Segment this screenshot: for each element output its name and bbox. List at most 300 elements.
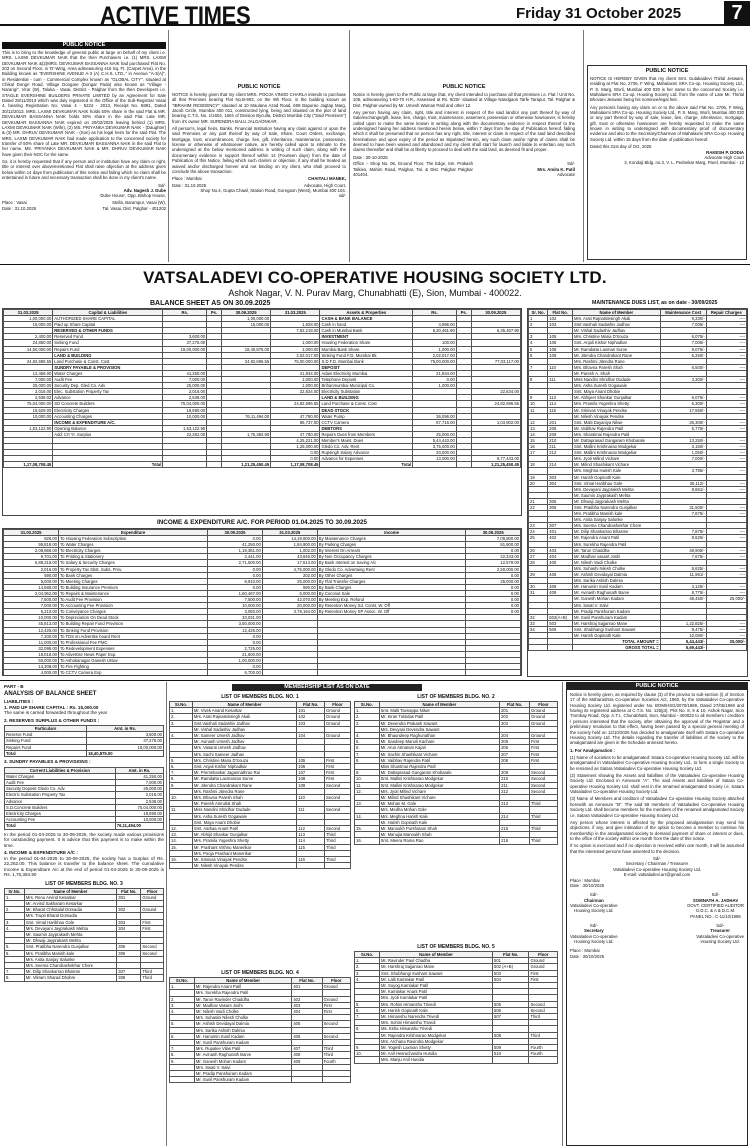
table-cell: 9. — [355, 1045, 380, 1051]
table-cell: Mrs. Pratibha Manish kale — [24, 950, 116, 956]
auditor-signature — [687, 892, 744, 919]
table-cell: 31,500/- — [660, 505, 706, 511]
total-cell: 18,40,875.00 — [87, 750, 164, 756]
date: Date : 30/10/2025 — [570, 882, 605, 888]
table-cell: Mr. Vaibhav Rajendra Patil — [379, 757, 499, 763]
column-header: Floor — [324, 702, 350, 708]
table-cell: 32,098.00 — [4, 645, 59, 651]
table-cell: 0.00 — [208, 633, 263, 639]
table-cell: 15,000.00 — [221, 322, 270, 328]
table-cell: 201 — [500, 708, 530, 714]
table-cell: Third — [324, 857, 350, 863]
table-cell: Mr. Madhav Vasant Joshi — [194, 1002, 291, 1008]
signature-line: Secretary — [584, 928, 604, 934]
column-header: Name of Member — [379, 702, 499, 708]
analysis-title: ANALYSIS OF BALANCE SHEET — [4, 690, 97, 697]
table-cell: First — [529, 745, 557, 751]
table-cell: 5. — [170, 1021, 195, 1027]
table-cell: 3. — [170, 720, 193, 726]
table-cell: 2,538.00 — [115, 798, 163, 804]
table-cell: ---- — [706, 437, 746, 443]
table-cell: 301 — [117, 894, 141, 900]
table-cell: 510 — [493, 1051, 529, 1057]
table-cell: Mr. Ashish Devidayal Dalmia — [194, 1021, 291, 1027]
table-cell: 106 — [548, 340, 573, 346]
table-cell: Mrs. Shantimai Rajendra Patil — [572, 431, 660, 437]
table-cell: First — [529, 739, 557, 745]
table-cell: By Bank Interest on Saving A/c — [317, 560, 466, 566]
bldg2 — [354, 694, 558, 845]
table-cell: 12 — [529, 419, 548, 425]
table-cell: 214 — [500, 813, 530, 819]
table-cell: 1. — [170, 984, 195, 990]
table-cell: Mr. Tarun Ravinder Chaddha — [194, 996, 291, 1002]
total-cell: 1,21,25,450.45 — [221, 462, 270, 468]
column-header: Current Liabilities & Provision — [5, 767, 116, 773]
table-row — [355, 1057, 558, 1063]
table-cell: Second — [322, 1021, 350, 1027]
signatory-society: Vatsaladevi Co-operative Housing Society Ltd. — [612, 866, 702, 872]
table-cell: Mr. Hanumin Sunil Kadam — [194, 1033, 291, 1039]
table-cell: 3,50,000.00 — [208, 621, 263, 627]
table-cell: S.D.Concrete Builders — [5, 804, 116, 810]
table-cell: Fourth — [529, 1045, 558, 1051]
table-cell: Electricity Charges — [5, 810, 116, 816]
table-cell: 9,330/- — [660, 316, 706, 322]
table-cell: Telephone Deposit — [320, 377, 413, 383]
table-cell: Mrs. Jyoti Kamlakar Patil — [380, 995, 493, 1001]
column-header: Name of Member — [572, 310, 660, 316]
column-header: Floor — [529, 952, 558, 958]
address-line: Tal. Vasai, Dist. Palghar - 401202 — [102, 205, 166, 211]
table-cell: 1,00,000.00 — [208, 657, 263, 663]
table-cell: Repairs Fund — [53, 346, 163, 352]
table-cell: 7,000.00 — [163, 377, 207, 383]
table-cell: Opening Balance — [53, 425, 163, 431]
table-cell: 0.00 — [208, 584, 263, 590]
table-cell: Mr. Ganesh Mohan Kadam — [572, 596, 660, 602]
table-cell: Audit Fee — [53, 377, 163, 383]
column-header: Amt. in Rs. — [87, 726, 164, 732]
notice-title: PUBLIC NOTICE — [567, 683, 747, 690]
table-cell: Mrs. Devayani Jaypraksh Mehta — [572, 486, 660, 492]
table-cell: Third — [529, 826, 557, 832]
table-cell: Mrs. Pratibha Manish kale — [572, 511, 660, 517]
table-cell: 214 — [548, 462, 573, 468]
table-cell: 41,250.00 — [115, 773, 163, 779]
signature: Sd/- — [158, 182, 166, 188]
table-cell: 26,300/- — [660, 419, 706, 425]
table-cell: 11. — [355, 782, 380, 788]
table-cell: 22,343.00 — [466, 554, 521, 560]
table-cell: 1,000.00 — [271, 377, 320, 383]
table-cell: Mr. Rajendra Anant Patil — [572, 535, 660, 541]
table-cell: Mrs. Arati Rajnatsinsingh Akali — [572, 316, 660, 322]
table-cell: 24 — [529, 529, 548, 535]
column-header: Particulars — [5, 726, 87, 732]
table-cell: ---- — [706, 352, 746, 358]
table-cell: Mrs. Anita Sanjay Salunke — [572, 517, 660, 523]
table-cell: Mrs. Christine Maria D'Souza — [192, 757, 296, 763]
table-cell: Smt.Vaishali Sadashiv Jadhav — [572, 322, 660, 328]
table-cell: 9,701.00 — [4, 554, 59, 560]
table-cell: 17 — [529, 450, 548, 456]
table-cell: 33 — [529, 620, 548, 626]
table-cell: Mr. Harshraj Sajjanrao Mane — [380, 964, 493, 970]
signature-line: Sd/- — [716, 923, 725, 929]
table-cell: 5,775/- — [660, 425, 706, 431]
public-notice-charla — [172, 84, 346, 260]
table-cell: 202 — [500, 714, 530, 720]
table-cell: 10. — [355, 776, 380, 782]
table-cell: 36,112/- — [660, 480, 706, 486]
table-cell: To Advertise News Paper Exp. — [59, 651, 208, 657]
bldg4-table — [169, 977, 351, 1083]
table-cell: Smt. Maya Anant Dhobie — [572, 389, 660, 395]
table-cell: Mr. Jitendra Chandrakant Rane — [192, 782, 296, 788]
table-cell: Cash in Mumbai Bank — [320, 328, 413, 334]
table-cell: To Housing Federation Subscription — [59, 536, 208, 542]
table-cell: Mr. Saumin Jayprakash Mehta — [572, 492, 660, 498]
total-cell: GROSS TOTAL = — [572, 645, 660, 651]
table-cell: Add: Crt Yr. Surplus — [53, 431, 163, 437]
table-cell: 404 — [292, 1009, 322, 1015]
table-cell: Mr. Premshankar Jagannathrao Rai — [192, 770, 296, 776]
table-cell: Mr. Bhaundeep Raghunathan — [379, 733, 499, 739]
table-cell: 41,250.00 — [208, 542, 263, 548]
table-cell: Ground — [322, 996, 350, 1002]
table-cell: 0.00 — [466, 609, 521, 615]
table-cell: 48,450/- — [660, 596, 706, 602]
table-cell: 25,000.00 — [262, 578, 317, 584]
table-cell: Mr. Manujia Manoukh Shah — [379, 832, 499, 838]
table-cell: To Redevelopment Expenses — [59, 645, 208, 651]
bldg5-table — [354, 951, 558, 1064]
table-cell: 5. — [355, 739, 380, 745]
table-cell: Smt. Malti Tavnappa Nilwe — [379, 708, 499, 714]
society-address: Ashok Nagar, V. N. Purav Marg, Chunabhatti (E), Sion, Mumbai - 400022. — [228, 288, 522, 298]
table-cell: Security Dep. Gled Co. Adv — [53, 383, 163, 389]
total-cell: 25,000/- — [706, 639, 746, 645]
table-cell: By Coconut Sale — [317, 590, 466, 596]
table-cell: ---- — [706, 346, 746, 352]
table-cell: 25 — [529, 535, 548, 541]
table-cell: Ground — [529, 708, 557, 714]
table-cell: 76,11,494.00 — [221, 413, 270, 419]
notice-body: If no option is exercised and if no objection is received within one month, it will be assumed that the interested persons have assented to the decision. — [570, 843, 744, 854]
table-cell: 506 — [493, 1007, 529, 1013]
total-cell: 1,17,08,708.45 — [4, 462, 53, 468]
table-cell: 7,000.00 — [4, 603, 59, 609]
table-cell: 4 — [529, 340, 548, 346]
table-cell: Member's Maint. Dues — [320, 437, 413, 443]
column-header: 31.03.2025 — [4, 310, 53, 316]
table-cell: Ground — [141, 907, 164, 913]
table-cell: 11. — [170, 807, 193, 813]
table-cell: 19,690.00 — [163, 407, 207, 413]
signature-line: PANEL NO.: C-11/10/1996 — [690, 913, 741, 919]
table-cell: ---- — [706, 456, 746, 462]
table-cell: 95,818.00 — [4, 542, 59, 548]
table-cell: LAND & BUILDING — [320, 395, 413, 401]
sundry-note: In the period 01-04-2025 to 30-09-2025, the society made various provisions for outstanding payment. It is advice that this payment is to make within the time. — [4, 831, 164, 848]
table-cell: 5. — [170, 757, 193, 763]
table-cell: Second — [141, 944, 164, 950]
table-cell: Mr. Arvind Sakharam Kesarkar — [24, 900, 116, 906]
table-cell: 8,910.00 — [208, 578, 263, 584]
table-cell: 15 — [529, 437, 548, 443]
table-cell: 1,18,361.00 — [208, 548, 263, 554]
column-header: Maintenance Cost — [660, 310, 706, 316]
total-cell — [706, 645, 746, 651]
table-cell: 2,016.00 — [115, 792, 163, 798]
table-cell: 407 — [292, 1046, 322, 1052]
table-cell: 25,000.00 — [466, 578, 521, 584]
table-cell: 6,35,457.90 — [471, 328, 520, 334]
table-cell: 48,905/- — [660, 547, 706, 553]
table-cell: 509 — [493, 1045, 529, 1051]
table-cell: 9 — [529, 395, 548, 401]
table-cell: 7,000.00 — [4, 377, 53, 383]
table-cell: 0.00 — [271, 456, 320, 462]
table-cell: Gledo Co. Adv. Rent — [320, 444, 413, 450]
table-cell: 113 — [297, 832, 325, 838]
table-cell: Housing Federation Share — [320, 340, 413, 346]
table-cell: 6. — [170, 1033, 195, 1039]
table-cell: 12,425.00 — [4, 627, 59, 633]
table-cell: 211 — [500, 782, 530, 788]
table-cell: 590.00 — [262, 584, 317, 590]
table-cell: Mr. Dilip Shankarrao Bhasme — [24, 969, 116, 975]
table-cell: 14,586.00 — [4, 584, 59, 590]
table-cell: 36,096.00 — [413, 413, 457, 419]
table-cell: To Bank Charges — [59, 572, 208, 578]
signature-line: Housing Society Ltd. — [700, 939, 740, 945]
notice-body: Any person/s having any claim on or to the above said Flat No. 2706, F Wing, Mahalaxmi SRA Co-op. Housing Society Ltd., P. S. Marg, Worli, Mumbai 400 030 or any part thereof by way of sale, lease, lien, charge, inheritance, mortgage, gift, trust or otherwise howsoever are hereby requested to make the same known in writing to undersigned with documentary proof of documentary evidence and also to the Secretary/Chairman of Mahalaxmi SRA Co-op. Housing Society Ltd. within 15 days from the date of publication hereof. — [590, 104, 744, 142]
table-cell — [297, 863, 325, 869]
table-cell: Mr. Lalit Kamlakar Patil — [380, 976, 493, 982]
table-cell: 10 — [529, 401, 548, 407]
table-cell: Mr. Manoukh Purshotam Shah — [379, 826, 499, 832]
table-cell: Mrs. Jyoti Milind Vichare — [379, 788, 499, 794]
table-cell: 405 — [548, 559, 573, 565]
table-cell: Smt. Shubhangi Sushant Sawant — [380, 970, 493, 976]
table-cell: 18,40,875.00 — [221, 346, 270, 352]
column-header: Capital & Liabilities — [53, 310, 163, 316]
table-cell: ---- — [706, 444, 746, 450]
table-cell: 21,834.00 — [413, 370, 457, 376]
table-cell: Mr. Rajendra Krishnarao Modgekar — [380, 1032, 493, 1038]
table-cell: ---- — [706, 626, 746, 632]
table-cell: SD Concrete Builders — [53, 401, 163, 407]
table-cell: To Building Repair Fund Provision — [59, 621, 208, 627]
table-cell: Third — [529, 801, 557, 807]
table-cell: 6,30,461.90 — [413, 328, 457, 334]
table-cell: 5 — [529, 346, 548, 352]
table-cell: Adani Electricity Mumbai — [320, 370, 413, 376]
table-cell: 10,000.00 — [208, 603, 263, 609]
notice-title: PUBLIC NOTICE — [237, 84, 281, 90]
treasurer-signature — [696, 923, 744, 944]
secretary-signature — [570, 923, 618, 944]
table-cell: 6,700.00 — [208, 670, 263, 676]
table-cell: Repairs Fund — [5, 744, 87, 750]
advocate-name: RAKESH P. DODIA — [706, 149, 744, 155]
table-cell: 24,82,696.55 — [271, 401, 320, 407]
table-cell: ---- — [706, 486, 746, 492]
table-cell: 6,210.00 — [4, 609, 59, 615]
table-cell: 25,000/- — [706, 596, 746, 602]
table-cell: 0.00 — [208, 536, 263, 542]
table-cell: Ground — [324, 720, 350, 726]
table-cell: 9. — [170, 1058, 195, 1064]
address: Shop No.4, Gupta Chawl, Station Road, Goregaon (West), Mumbai 400 104. — [200, 187, 346, 193]
table-cell: 209 — [548, 431, 573, 437]
table-cell: 402 — [292, 996, 322, 1002]
table-cell: 0.00 — [208, 572, 263, 578]
table-cell: 210 — [548, 437, 573, 443]
table-cell: ---- — [706, 407, 746, 413]
table-cell: 11,000.00 — [4, 639, 59, 645]
signatory: Secretary / Chairman / Treasurer — [625, 861, 689, 867]
table-cell: 111 — [548, 377, 573, 383]
advocate-role: Advocate High Court — [704, 154, 744, 160]
table-cell: 45,813.00 — [4, 621, 59, 627]
table-cell: 43,645.00 — [262, 554, 317, 560]
place: Place : Vasai — [2, 199, 27, 205]
table-cell: Mrs. Devyani Devendra Sawant — [379, 726, 499, 732]
table-cell: Second — [529, 1001, 558, 1007]
table-cell: 403 — [548, 547, 573, 553]
table-cell: Land Purchase & Const. Cost — [53, 358, 163, 364]
total-cell: 5,69,443/- — [660, 645, 706, 651]
table-cell: 0.00 — [466, 548, 521, 554]
column-header: Flat No. — [548, 310, 573, 316]
table-cell: 201 — [548, 419, 573, 425]
table-cell: 4. — [355, 733, 380, 739]
table-cell: 2,016.00 — [4, 389, 53, 395]
table-cell: 503 — [493, 970, 529, 976]
table-cell: 3,300/- — [660, 377, 706, 383]
table-cell: Mrs. Meghna Harish Kale — [379, 813, 499, 819]
table-cell: Mrs. Rashmi Jitendra Rane — [572, 358, 660, 364]
table-cell: DEPOSIT — [320, 364, 413, 370]
table-cell: 10. — [170, 795, 193, 801]
signature-line: Sd/- — [589, 923, 598, 929]
column-header: Ps. — [207, 310, 222, 316]
table-cell: 75,04,000.00 — [4, 401, 53, 407]
table-cell: 3,150/- — [660, 444, 706, 450]
table-cell: 7,500.00 — [4, 597, 59, 603]
table-cell: Ground — [324, 708, 350, 714]
table-cell: To Conveyance Charges — [59, 609, 208, 615]
table-cell: 15. — [170, 844, 193, 850]
table-cell: 1,03,802.00 — [471, 419, 520, 425]
table-cell: 10,000.00 — [163, 413, 207, 419]
table-cell: 210 — [500, 776, 530, 782]
table-cell: Miss Shantmai Rajendra Patil — [379, 764, 499, 770]
table-cell: 303 — [117, 919, 141, 925]
column-header: Ps. — [456, 310, 471, 316]
table-cell: Ground — [529, 958, 558, 964]
table-cell: Mr. Madhav vasant Joshi — [572, 553, 660, 559]
table-cell: 409 — [292, 1058, 322, 1064]
column-header: Floor — [141, 888, 164, 894]
column-header: Income — [317, 530, 466, 536]
public-notice-jeswani — [587, 65, 747, 260]
table-cell: Mrs. Pramila Yogeshra Shetty — [192, 838, 296, 844]
table-cell: 8. — [170, 776, 193, 782]
public-notice-amalgamation — [566, 682, 748, 1146]
table-cell: Mr. Abhijit Shankar Gunjalkar — [192, 832, 296, 838]
table-cell: ---- — [706, 316, 746, 322]
table-cell: Ground — [322, 984, 350, 990]
table-cell: Advance — [53, 395, 163, 401]
table-cell: 6,075/- — [660, 334, 706, 340]
table-cell: Smt. Anjali Kishor Niphadkar — [572, 340, 660, 346]
table-cell: Mr. Sunil Panshuram Kadam — [194, 1040, 291, 1046]
table-cell: Water Pump — [320, 413, 413, 419]
table-cell: 104 — [297, 733, 325, 739]
table-cell: Mr. Srinivas Vinayak Pendse — [192, 857, 296, 863]
table-cell: Mrs. Pooja Prashant Manerikar — [192, 850, 296, 856]
table-cell: 206 — [548, 425, 573, 431]
table-cell: Electric Substation Property Tax — [5, 792, 116, 798]
table-cell: Mrs. Bhavna Paresh Shah — [572, 364, 660, 370]
table-cell: 14 — [529, 431, 548, 437]
newspaper-title: ACTIVE TIMES — [100, 1, 251, 30]
table-cell: 7,52,218.00 — [271, 328, 320, 334]
total-row — [5, 750, 164, 756]
table-cell: 116 — [297, 857, 325, 863]
schedule-item: (3) Name of Members and creditors of Vatsaladevi Co-operative Housing Society attached herewith as Annexure "B". The said 59 members of Vatsaladevi Co-operative Housing Society Ltd. shall become members for the members of the renamed amalgamated Society i.e. Satara Vatsaladevi Co-operative Housing Society Ltd. — [570, 796, 744, 818]
table-cell: By Interest On Arrears — [317, 548, 466, 554]
table-cell: 19 — [529, 474, 548, 480]
table-cell: 3. — [170, 1002, 195, 1008]
advocate-name: Mrs. Amita K. Patil — [537, 166, 575, 172]
table-cell: 405 — [292, 1021, 322, 1027]
table-cell: 2,538.00 — [163, 395, 207, 401]
part-b-analysis — [4, 684, 164, 1144]
table-cell: 2,50,000.00 — [466, 566, 521, 572]
table-cell: Mr. Harish Gopinath Kale — [380, 1007, 493, 1013]
advocate-name: CHAITALI MANEK, — [308, 176, 346, 182]
table-cell: Mr. Ganesh Mohan Kadam — [194, 1058, 291, 1064]
table-cell: 17,514.00 — [262, 560, 317, 566]
table-cell: 213 — [500, 801, 530, 807]
column-header: Sr.No. — [170, 978, 195, 984]
table-cell: Mr. Srinivas Vinayak Pendse — [572, 407, 660, 413]
table-cell: 1,002.00 — [262, 548, 317, 554]
table-cell: Smt. Mallini Krishnarao Modgekar — [379, 782, 499, 788]
table-cell: 34 — [529, 626, 548, 632]
table-cell: 86,737.00 — [271, 419, 320, 425]
table-cell: 408 — [292, 1052, 322, 1058]
table-cell: 10,000.00 — [115, 817, 163, 823]
table-cell: Mrs. Sarika Ashish Dalmia — [572, 578, 660, 584]
table-cell: 23 — [529, 523, 548, 529]
table-cell: 2,441.00 — [208, 554, 263, 560]
column-header: Sr.No. — [355, 952, 380, 958]
advocate-name: Adv. Nagesh J. Dube — [123, 187, 166, 193]
table-cell: 2. — [170, 996, 195, 1002]
table-row — [170, 1077, 351, 1083]
column-header: Sr.No. — [170, 702, 193, 708]
table-cell: 504 — [493, 976, 529, 982]
bldg2-title: LIST OF MEMBERS BLDG. NO. 2 — [417, 694, 495, 700]
table-cell: 1,60,467.00 — [208, 590, 263, 596]
table-cell: Mr. Hanumin Sunil Kadam — [572, 584, 660, 590]
